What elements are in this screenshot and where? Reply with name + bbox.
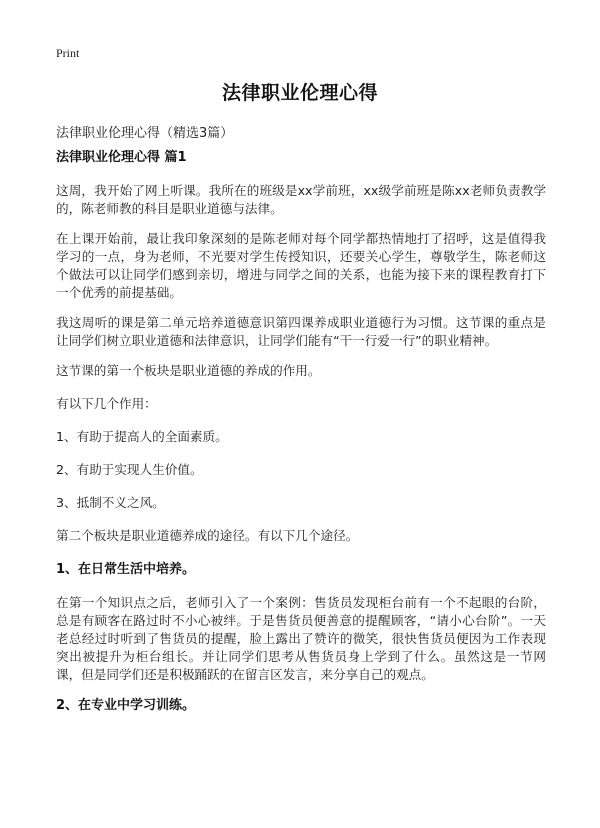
document-body: [56, 148, 546, 730]
subheading: 1、在日常生活中培养。: [56, 562, 196, 577]
paragraph: 有以下几个作用：: [56, 396, 157, 411]
subheading: 2、在专业中学习训练。: [56, 698, 196, 713]
print-link[interactable]: Print: [56, 46, 80, 60]
paragraph: 第二个板块是职业道德养成的途径。有以下几个途径。: [56, 528, 359, 543]
document-title: 法律职业伦理心得: [221, 82, 378, 104]
section-heading: 法律职业伦理心得 篇1: [56, 150, 187, 165]
list-item: 1、有助于提高人的全面素质。: [56, 429, 228, 444]
list-item: 2、有助于实现人生价值。: [56, 462, 203, 477]
paragraph: 这节课的第一个板块是职业道德的养成的作用。: [56, 363, 321, 378]
paragraph: 这周，我开始了网上听课。我所在的班级是xx学前班，xx级学前班是陈xx老师负责教学的，陈老师教的科目是职业道德与法律。: [56, 183, 546, 216]
document-subtitle: 法律职业伦理心得（精选3篇）: [56, 126, 234, 141]
paragraph: 我这周听的课是第二单元培养道德意识第四课养成职业道德行为习惯。这节课的重点是让同学们树立职业道德和法律意识，让同学们能有“干一行爱一行”的职业精神。: [56, 315, 546, 348]
paragraph: 在第一个知识点之后，老师引入了一个案例：售货员发现柜台前有一个不起眼的台阶，总是有顾客在路过时不小心被绊。于是售货员便善意的提醒顾客，“请小心台阶”。一天老总经过时听到了售货员的提醒，脸上露出了赞许的微笑，很快售货员便因为工作表现突出被提升为柜台组长。并让同学们思考从售货员身上学到了什么。虽然这是一节网课，但是同学们还是积极踊跃的在留言区发言，来分享自己的观点。: [56, 595, 546, 682]
paragraph: 在上课开始前，最让我印象深刻的是陈老师对每个同学都热情地打了招呼，这是值得我学习的一点，身为老师，不光要对学生传授知识，还要关心学生，尊敬学生，陈老师这个做法可以让同学们感到亲切，增进与同学之间的关系，也能为接下来的课程教育打下一个优秀的前提基础。: [56, 231, 546, 300]
list-item: 3、抵制不义之风。: [56, 495, 165, 510]
